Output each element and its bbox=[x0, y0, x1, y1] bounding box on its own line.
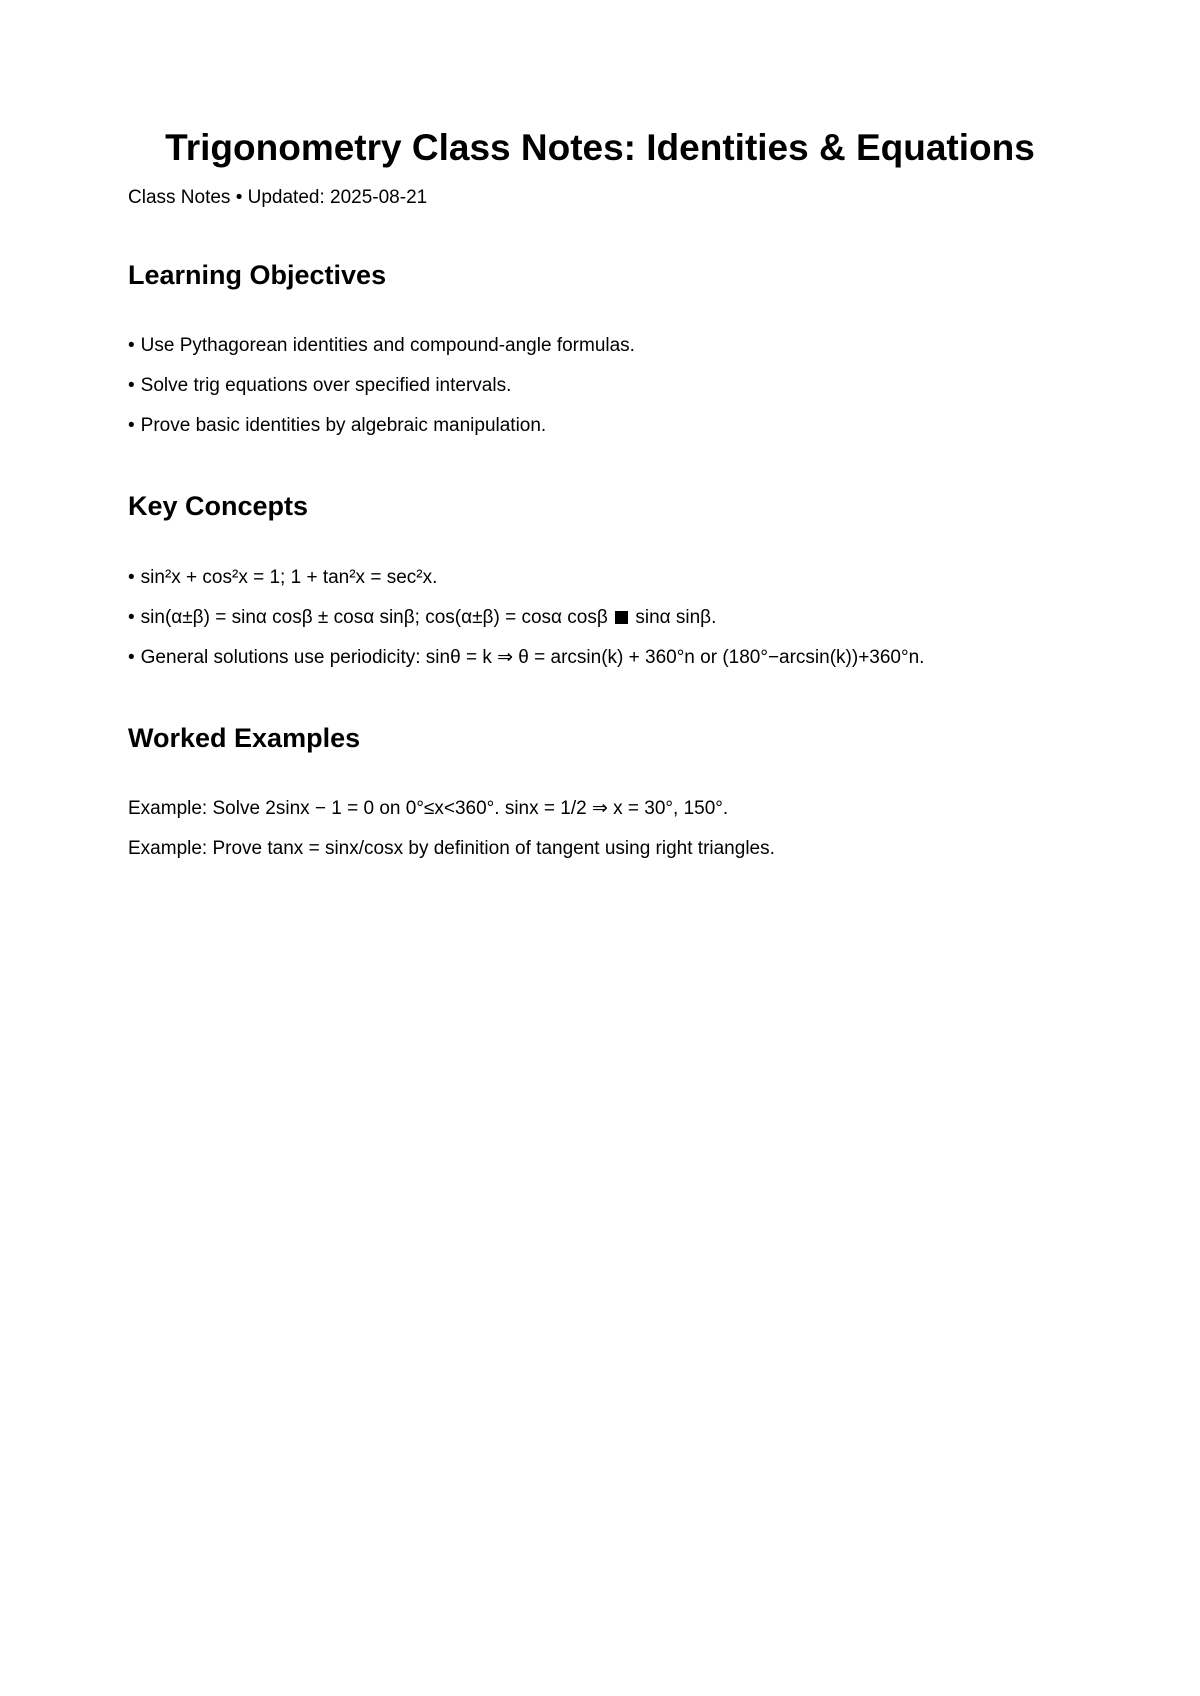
bullet-icon: • bbox=[128, 335, 135, 356]
concept-text: General solutions use periodicity: sinθ = k ⇒ θ = arcsin(k) + 360°n or (180°−arcsin(k))+360°n. bbox=[140, 647, 925, 668]
document-meta: Class Notes • Updated: 2025-08-21 bbox=[128, 187, 428, 208]
concept-item bbox=[128, 646, 924, 670]
examples-heading: Worked Examples bbox=[128, 723, 361, 753]
bullet-icon: • bbox=[128, 375, 135, 396]
concept-item bbox=[128, 606, 716, 630]
objective-text: Solve trig equations over specified intervals. bbox=[140, 375, 512, 396]
concept-text: sin²x + cos²x = 1; 1 + tan²x = sec²x. bbox=[140, 567, 438, 588]
concepts-heading: Key Concepts bbox=[128, 491, 309, 521]
bullet-icon: • bbox=[128, 647, 135, 668]
concept-text-tail: sinα sinβ. bbox=[635, 607, 717, 628]
objective-item bbox=[128, 374, 511, 398]
concept-text: sin(α±β) = sinα cosβ ± cosα sinβ; cos(α±β) = cosα cosβ bbox=[140, 607, 608, 628]
bullet-icon: • bbox=[128, 415, 135, 436]
missing-glyph-icon bbox=[615, 611, 628, 624]
objective-item bbox=[128, 334, 635, 358]
objective-item bbox=[128, 414, 546, 438]
bullet-icon: • bbox=[128, 567, 135, 588]
concept-item bbox=[128, 566, 437, 590]
objective-text: Use Pythagorean identities and compound-angle formulas. bbox=[140, 335, 635, 356]
document-title: Trigonometry Class Notes: Identities & Equations bbox=[165, 127, 1035, 168]
example-item: Example: Prove tanx = sinx/cosx by definition of tangent using right triangles. bbox=[128, 838, 775, 859]
example-item: Example: Solve 2sinx − 1 = 0 on 0°≤x<360°. sinx = 1/2 ⇒ x = 30°, 150°. bbox=[128, 798, 729, 819]
bullet-icon: • bbox=[128, 607, 135, 628]
objectives-heading: Learning Objectives bbox=[128, 260, 387, 290]
objective-text: Prove basic identities by algebraic manipulation. bbox=[140, 415, 547, 436]
